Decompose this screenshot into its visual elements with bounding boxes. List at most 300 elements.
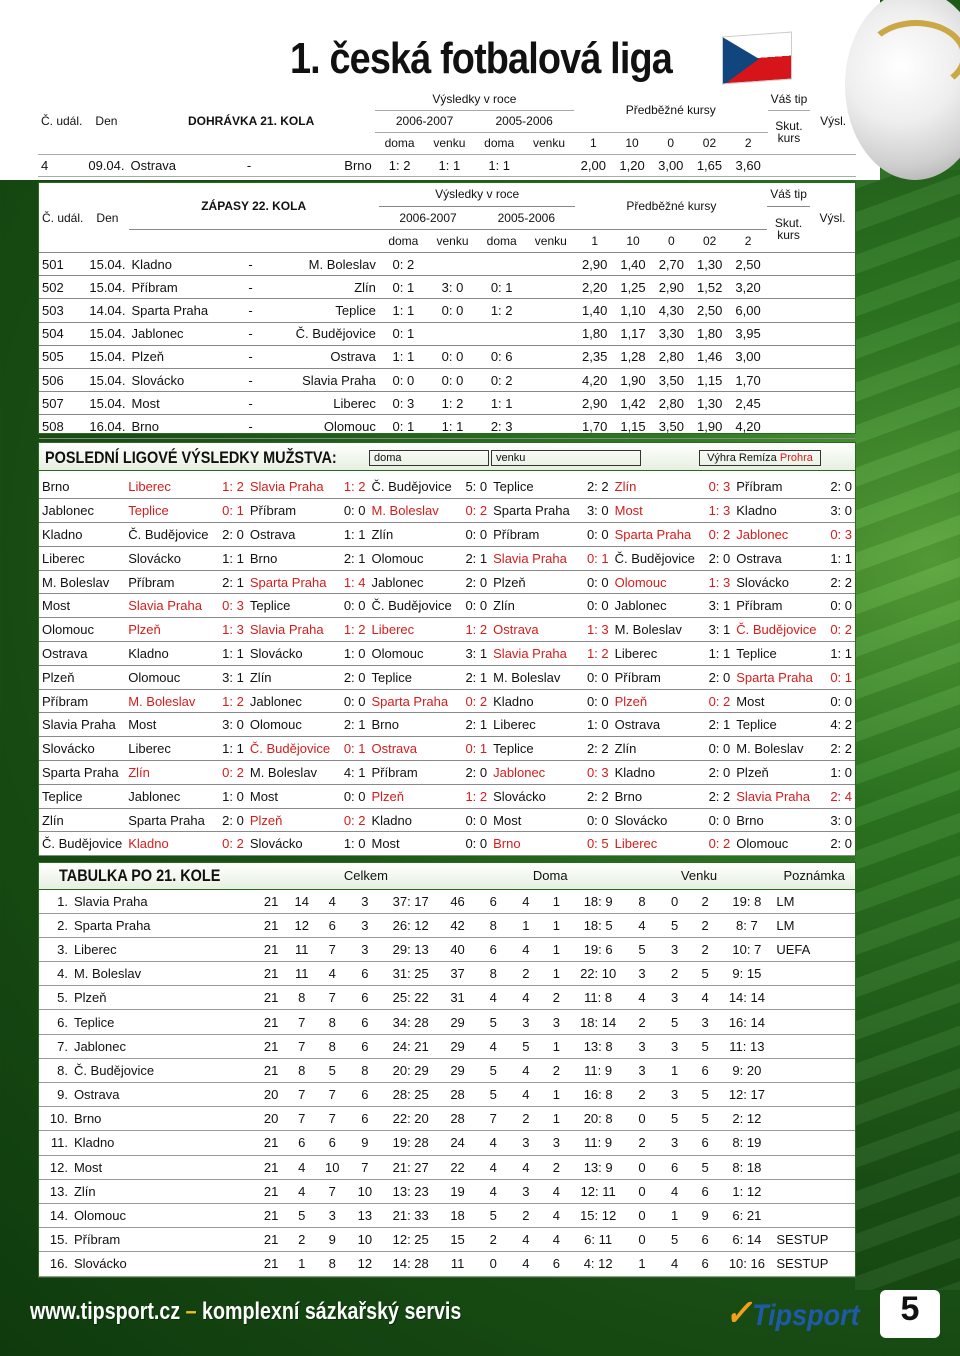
cell: 21 — [256, 962, 287, 986]
cell: 0 — [625, 1179, 660, 1203]
cell — [773, 962, 855, 986]
score: 0: 1 — [215, 499, 247, 523]
cell: 1,20 — [613, 154, 652, 176]
zapasy-row — [39, 276, 855, 299]
cell: Sparta Praha — [129, 299, 238, 322]
cell — [477, 253, 526, 276]
cell: 2,00 — [574, 154, 613, 176]
opponent: Č. Budějovice — [733, 618, 823, 642]
cell: 6 — [317, 913, 348, 937]
opponent: Příbram — [247, 499, 337, 523]
cell: Č. Budějovice — [264, 322, 379, 345]
score: 0: 0 — [580, 808, 612, 832]
cell — [524, 154, 574, 176]
score: 3: 0 — [215, 713, 247, 737]
opponent: Liberec — [369, 618, 459, 642]
score: 0: 1 — [458, 737, 490, 761]
cell: 1: 1 — [379, 299, 428, 322]
cell: 7 — [317, 1083, 348, 1107]
standing-row — [39, 1083, 855, 1107]
cell: 2 — [690, 913, 721, 937]
cell: 3,30 — [652, 322, 690, 345]
cell: 3 — [625, 1058, 660, 1082]
opponent: Plzeň — [247, 808, 337, 832]
score: 4: 2 — [823, 713, 855, 737]
team-row — [39, 689, 855, 713]
cell: 5 — [476, 1058, 511, 1082]
team-name: Příbram — [39, 689, 125, 713]
score: 1: 3 — [215, 618, 247, 642]
cell: 12. — [39, 1155, 71, 1179]
opponent: Olomouc — [369, 642, 459, 666]
cell: 12 — [286, 913, 317, 937]
opponent: Kladno — [490, 689, 580, 713]
opponent: Ostrava — [247, 523, 337, 547]
cell: LM — [773, 913, 855, 937]
cell: 11. — [39, 1131, 71, 1155]
cell: Jablonec — [71, 1034, 256, 1058]
zapasy-heading: ZÁPASY 22. KOLA — [129, 183, 379, 229]
cell: 0: 1 — [477, 276, 526, 299]
cell — [773, 1083, 855, 1107]
score: 1: 1 — [215, 642, 247, 666]
score: 2: 0 — [458, 570, 490, 594]
cell: 1,30 — [691, 253, 729, 276]
score: 2: 1 — [337, 713, 369, 737]
cell: 4 — [511, 1058, 542, 1082]
cell: 1 — [541, 1107, 572, 1131]
cell: 2,35 — [575, 345, 613, 368]
score: 1: 0 — [580, 713, 612, 737]
standing-row — [39, 1252, 855, 1276]
cell: 1,42 — [614, 392, 652, 415]
cell: 1,70 — [575, 415, 613, 438]
cell: 22 — [439, 1155, 476, 1179]
cell: 40 — [439, 937, 476, 961]
cell: 20 — [256, 1083, 287, 1107]
cell: 9. — [39, 1083, 71, 1107]
score: 0: 1 — [337, 737, 369, 761]
cell: 4 — [317, 962, 348, 986]
opponent: Jablonec — [125, 784, 215, 808]
team-name: Zlín — [39, 808, 125, 832]
cell: 5 — [511, 1034, 542, 1058]
cell: 4 — [511, 1083, 542, 1107]
cell: Kladno — [71, 1131, 256, 1155]
result-cell — [810, 345, 855, 368]
cell: 1: 2 — [375, 154, 425, 176]
score: 0: 0 — [458, 808, 490, 832]
cell: 4 — [476, 1155, 511, 1179]
cell: 21 — [256, 1179, 287, 1203]
cell: 3 — [317, 1203, 348, 1227]
score: 0: 0 — [823, 594, 855, 618]
zapasy-row — [39, 299, 855, 322]
score: 2: 1 — [458, 546, 490, 570]
opponent: Most — [369, 832, 459, 856]
cell: 1. — [39, 889, 71, 913]
cell: 4 — [286, 1179, 317, 1203]
cell: 16. — [39, 1252, 71, 1276]
opponent: Brno — [490, 832, 580, 856]
opponent: Slavia Praha — [490, 546, 580, 570]
cell: 1,30 — [691, 392, 729, 415]
team-row — [39, 737, 855, 761]
score: 0: 2 — [701, 689, 733, 713]
cell: 21 — [256, 1034, 287, 1058]
cell: - — [237, 299, 263, 322]
legend-venku: venku — [491, 450, 641, 466]
cell: 29 — [439, 1010, 476, 1034]
team-row — [39, 665, 855, 689]
cell: Jablonec — [129, 322, 238, 345]
result-cell — [810, 299, 855, 322]
score: 2: 0 — [701, 761, 733, 785]
cell: 4 — [286, 1155, 317, 1179]
cell: 1: 1 — [424, 154, 474, 176]
opponent: Příbram — [490, 523, 580, 547]
score: 2: 0 — [701, 546, 733, 570]
cell: 11: 9 — [572, 1131, 625, 1155]
cell: 21: 27 — [382, 1155, 439, 1179]
cell: 10. — [39, 1107, 71, 1131]
cell: 4,20 — [729, 415, 767, 438]
cell: 0 — [625, 1107, 660, 1131]
cell — [773, 1179, 855, 1203]
standing-row — [39, 1203, 855, 1227]
zapasy-row — [39, 322, 855, 345]
cell: 1,46 — [691, 345, 729, 368]
score: 2: 2 — [580, 784, 612, 808]
opponent: Olomouc — [125, 665, 215, 689]
cell: 3 — [690, 1010, 721, 1034]
score: 3: 1 — [458, 642, 490, 666]
cell: 14.04. — [86, 299, 128, 322]
score: 0: 0 — [337, 499, 369, 523]
cell: 6 — [690, 1131, 721, 1155]
team-row — [39, 642, 855, 666]
cell: 1 — [625, 1252, 660, 1276]
cell: 13 — [348, 1203, 383, 1227]
score: 0: 3 — [580, 761, 612, 785]
cell: 1,15 — [614, 415, 652, 438]
cell — [477, 322, 526, 345]
opponent: Liberec — [612, 832, 702, 856]
cell: Příbram — [129, 276, 238, 299]
result-cell — [810, 392, 855, 415]
cell — [773, 1131, 855, 1155]
cell: 504 — [39, 322, 86, 345]
cell — [526, 276, 575, 299]
cell: 6: 11 — [572, 1228, 625, 1252]
cell: UEFA — [773, 937, 855, 961]
score: 1: 3 — [701, 499, 733, 523]
result-cell — [810, 276, 855, 299]
cell: 15.04. — [86, 253, 128, 276]
cell: 13: 8 — [572, 1034, 625, 1058]
cell: 4 — [541, 1179, 572, 1203]
cell: 1,90 — [691, 415, 729, 438]
cell: 3 — [348, 913, 383, 937]
cell: 6 — [476, 937, 511, 961]
score: 2: 2 — [701, 784, 733, 808]
cell: 1,90 — [614, 369, 652, 392]
cell: 2,45 — [729, 392, 767, 415]
posledni-heading: POSLEDNÍ LIGOVÉ VÝSLEDKY MUŽSTVA: — [45, 448, 337, 467]
dohravka-row — [38, 154, 856, 176]
cell: 4,20 — [575, 369, 613, 392]
standing-row — [39, 1179, 855, 1203]
score: 0: 2 — [701, 832, 733, 856]
score: 1: 0 — [823, 761, 855, 785]
cell: 1,52 — [691, 276, 729, 299]
cell: 2,80 — [652, 392, 690, 415]
opponent: Brno — [247, 546, 337, 570]
tip-cell — [767, 253, 810, 276]
cell: 1: 2 — [428, 392, 477, 415]
result-cell — [810, 415, 855, 438]
cell: M. Boleslav — [264, 253, 379, 276]
score: 0: 0 — [580, 665, 612, 689]
score: 0: 3 — [215, 594, 247, 618]
legend-box: Výhra Remíza Prohra — [699, 450, 821, 466]
cell: 4 — [511, 1155, 542, 1179]
cell: 12: 17 — [720, 1083, 773, 1107]
cell: 2,90 — [575, 253, 613, 276]
cell: 3,50 — [652, 369, 690, 392]
score: 2: 0 — [701, 665, 733, 689]
score: 0: 0 — [458, 832, 490, 856]
cell: 10 — [348, 1228, 383, 1252]
score: 2: 2 — [823, 570, 855, 594]
cell: 1: 1 — [379, 345, 428, 368]
czech-flag-icon — [722, 32, 792, 85]
opponent: Č. Budějovice — [247, 737, 337, 761]
cell: 1: 1 — [428, 415, 477, 438]
opponent: Teplice — [490, 737, 580, 761]
score: 2: 0 — [215, 808, 247, 832]
cell: Sparta Praha — [71, 913, 256, 937]
score: 0: 0 — [337, 784, 369, 808]
cell: 29 — [439, 1034, 476, 1058]
cell: 2 — [511, 962, 542, 986]
team-row — [39, 546, 855, 570]
score: 3: 0 — [580, 499, 612, 523]
team-row — [39, 475, 855, 499]
team-row — [39, 808, 855, 832]
zapasy-section — [38, 182, 856, 434]
cell: 0: 0 — [428, 299, 477, 322]
cell: 21 — [256, 1058, 287, 1082]
tip-cell — [767, 392, 810, 415]
cell: - — [237, 392, 263, 415]
cell — [773, 1155, 855, 1179]
opponent: Ostrava — [490, 618, 580, 642]
cell: Liberec — [71, 937, 256, 961]
opponent: Olomouc — [247, 713, 337, 737]
cell: 5 — [690, 1083, 721, 1107]
cell: 7 — [286, 1034, 317, 1058]
result-cell — [810, 322, 855, 345]
cell: 1,15 — [691, 369, 729, 392]
cell: 1,40 — [575, 299, 613, 322]
cell: 1 — [659, 1203, 690, 1227]
cell: 508 — [39, 415, 86, 438]
cell: Brno — [71, 1107, 256, 1131]
score: 0: 0 — [580, 523, 612, 547]
cell: 3 — [348, 937, 383, 961]
cell: Zlín — [264, 276, 379, 299]
score: 3: 0 — [823, 808, 855, 832]
cell: 6 — [541, 1252, 572, 1276]
score: 2: 1 — [215, 570, 247, 594]
cell: Brno — [263, 154, 375, 176]
cell: 25: 22 — [382, 986, 439, 1010]
cell: 7 — [286, 1010, 317, 1034]
opponent: Plzeň — [733, 761, 823, 785]
score: 0: 3 — [823, 523, 855, 547]
cell: 21 — [256, 1252, 287, 1276]
cell: Liberec — [264, 392, 379, 415]
team-name: M. Boleslav — [39, 570, 125, 594]
legend-doma: doma — [369, 450, 489, 466]
cell: 18: 14 — [572, 1010, 625, 1034]
cell: Kladno — [129, 253, 238, 276]
cell: 6 — [348, 1010, 383, 1034]
tip-cell — [767, 415, 810, 438]
opponent: Slovácko — [247, 642, 337, 666]
standing-row — [39, 986, 855, 1010]
team-name: Most — [39, 594, 125, 618]
opponent: Most — [247, 784, 337, 808]
cell — [526, 369, 575, 392]
standing-row — [39, 962, 855, 986]
score: 2: 0 — [823, 832, 855, 856]
score: 5: 0 — [458, 475, 490, 499]
cell: 8 — [476, 962, 511, 986]
cell: 1 — [541, 937, 572, 961]
cell: 12: 11 — [572, 1179, 625, 1203]
opponent: Teplice — [247, 594, 337, 618]
cell: 16: 8 — [572, 1083, 625, 1107]
cell: 11 — [286, 937, 317, 961]
score: 0: 5 — [580, 832, 612, 856]
cell: Č. Budějovice — [71, 1058, 256, 1082]
cell: - — [237, 345, 263, 368]
cell: 4: 12 — [572, 1252, 625, 1276]
cell: 21 — [256, 889, 287, 913]
cell: 3,20 — [729, 276, 767, 299]
team-row — [39, 523, 855, 547]
opponent: Č. Budějovice — [369, 475, 459, 499]
opponent: Olomouc — [612, 570, 702, 594]
opponent: Kladno — [125, 642, 215, 666]
score: 2: 0 — [337, 665, 369, 689]
team-name: Č. Budějovice — [39, 832, 125, 856]
cell: M. Boleslav — [71, 962, 256, 986]
score: 2: 2 — [823, 737, 855, 761]
cell: 19: 8 — [720, 889, 773, 913]
result-cell — [810, 369, 855, 392]
score: 0: 2 — [701, 523, 733, 547]
score: 1: 1 — [701, 642, 733, 666]
cell: 2 — [541, 1155, 572, 1179]
cell: 0 — [659, 889, 690, 913]
opponent: Č. Budějovice — [612, 546, 702, 570]
opponent: Č. Budějovice — [125, 523, 215, 547]
cell: 09.04. — [85, 154, 127, 176]
cell: Olomouc — [71, 1203, 256, 1227]
cell: 1,17 — [614, 322, 652, 345]
cell: 8 — [286, 986, 317, 1010]
cell: 21 — [256, 1203, 287, 1227]
result-cell — [810, 253, 855, 276]
cell: Plzeň — [71, 986, 256, 1010]
score: 1: 3 — [580, 618, 612, 642]
cell: 14 — [286, 889, 317, 913]
cell: 7 — [317, 937, 348, 961]
cell: 0 — [625, 1203, 660, 1227]
cell: 1 — [541, 913, 572, 937]
opponent: Teplice — [733, 713, 823, 737]
team-name: Plzeň — [39, 665, 125, 689]
cell: 2,20 — [575, 276, 613, 299]
cell: 2: 3 — [477, 415, 526, 438]
cell: 4. — [39, 962, 71, 986]
cell: 8. — [39, 1058, 71, 1082]
team-name: Sparta Praha — [39, 761, 125, 785]
cell: 37 — [439, 962, 476, 986]
cell: 2 — [690, 889, 721, 913]
team-name: Teplice — [39, 784, 125, 808]
cell: 20 — [256, 1107, 287, 1131]
opponent: Olomouc — [733, 832, 823, 856]
opponent: Slovácko — [125, 546, 215, 570]
cell — [526, 299, 575, 322]
cell: 4 — [690, 986, 721, 1010]
score: 0: 0 — [701, 808, 733, 832]
opponent: Zlín — [247, 665, 337, 689]
cell: Slavia Praha — [264, 369, 379, 392]
tipsport-logo: ✓Tipsport — [725, 1292, 860, 1333]
cell: 5 — [476, 1203, 511, 1227]
cell: 22: 10 — [572, 962, 625, 986]
cell: 21 — [256, 986, 287, 1010]
cell: 5 — [286, 1203, 317, 1227]
opponent: Slovácko — [247, 832, 337, 856]
cell: SESTUP — [773, 1228, 855, 1252]
zapasy-table: Č. udál. Den ZÁPASY 22. KOLA Výsledky v roce Předběžné kursy Váš tip Výsl. 2006-2007 2005-2006 Skut. kurs doma venku doma venku 1 10 0 02 2 501 15.04. Kladno - M. Boleslav 0: 2 2,90 1,40 2,70 1,30 2,50 502 15.04. Příbram - Zlín 0: 1 3: 0 0: 1 2,20 1,25 2,90 1,52 3,20 503 14.04. Sparta Praha - Teplice 1: 1 0: 0 1: 2 1,40 1,10 4,30 2,50 6,00 504 15.04. Jablonec - Č. Budějovice 0: 1 1,80 1,17 3,30 1,80 3,95 505 15.04. Plzeň - Ostrava 1: 1 0: 0 0: 6 2,35 1,28 2,80 1,46 3,00 506 15.04. Slovácko - Slavia Praha 0: 0 0: 0 0: 2 4,20 1,90 3,50 1,15 1,70 507 15.04. Most - Liberec 0: 3 1: 2 1: 1 2,90 1,42 2,80 1,30 2,45 508 16.04. Brno - Olomouc 0: 1 1: 1 2: 3 1,70 1,15 3,50 1,90 4,20 — [39, 183, 855, 439]
cell: 2 — [511, 1107, 542, 1131]
cell: 13: 23 — [382, 1179, 439, 1203]
score: 0: 1 — [823, 665, 855, 689]
cell: 20: 8 — [572, 1107, 625, 1131]
score: 1: 2 — [337, 618, 369, 642]
opponent: Jablonec — [247, 689, 337, 713]
opponent: Jablonec — [490, 761, 580, 785]
cell: Slovácko — [129, 369, 238, 392]
score: 2: 0 — [458, 761, 490, 785]
cell: 7 — [476, 1107, 511, 1131]
opponent: Brno — [612, 784, 702, 808]
score: 3: 0 — [823, 499, 855, 523]
footer-url[interactable]: www.tipsport.cz — [30, 1298, 181, 1325]
cell: 3. — [39, 937, 71, 961]
tabulka-table: TABULKA PO 21. KOLE Celkem Doma Venku Poznámka 1. Slavia Praha 21 14 4 3 37: 17 46 6 4 1 18: 9 8 0 2 19: 8 LM 2. Sparta Praha 21 12 6 3 26: 12 42 8 1 1 18: 5 4 5 2 8: 7 LM 3. Liberec 21 11 7 3 29: 13 40 6 4 1 19: 6 5 3 2 10: 7 UEFA 4. M. Boleslav 21 11 4 6 31: 25 37 8 2 1 22: 10 3 2 5 9: 15 5. Plzeň 21 8 7 6 25: 22 31 4 4 2 11: 8 4 3 4 14: 14 6. Teplice 21 7 8 6 34: 28 29 5 3 3 18: 14 2 5 3 16: 14 7. Jablonec 21 7 8 6 24: 21 29 4 5 1 13: 8 3 3 5 11: 13 8. Č. Budějovice 21 8 5 8 20: 29 29 5 4 2 11: 9 3 1 6 9: 20 9. Ostrava 20 7 7 6 28: 25 28 5 4 1 16: 8 2 3 5 12: 17 10. Brno 20 7 7 6 22: 20 28 7 2 1 20: 8 0 5 5 2: 12 11. Kladno 21 6 6 9 19: 28 24 4 3 3 11: 9 2 3 6 8: 19 12. Most 21 4 10 7 21: 27 22 4 4 2 13: 9 0 6 5 8: 18 13. Zlín 21 4 7 10 13: 23 19 4 3 4 12: 11 0 4 6 1: 12 14. Olomouc 21 5 3 13 21: 33 18 5 2 4 15: 12 0 1 9 6: 21 15. Příbram 21 2 9 10 12: 25 15 2 4 4 6: 11 0 5 6 6: 14 SESTUP 16. Slovácko 21 1 8 12 14: 28 11 0 4 6 4: 12 1 4 6 10: 16 SESTUP — [39, 863, 855, 1277]
team-name: Jablonec — [39, 499, 125, 523]
cell: 15.04. — [86, 392, 128, 415]
opponent: Slovácko — [733, 570, 823, 594]
